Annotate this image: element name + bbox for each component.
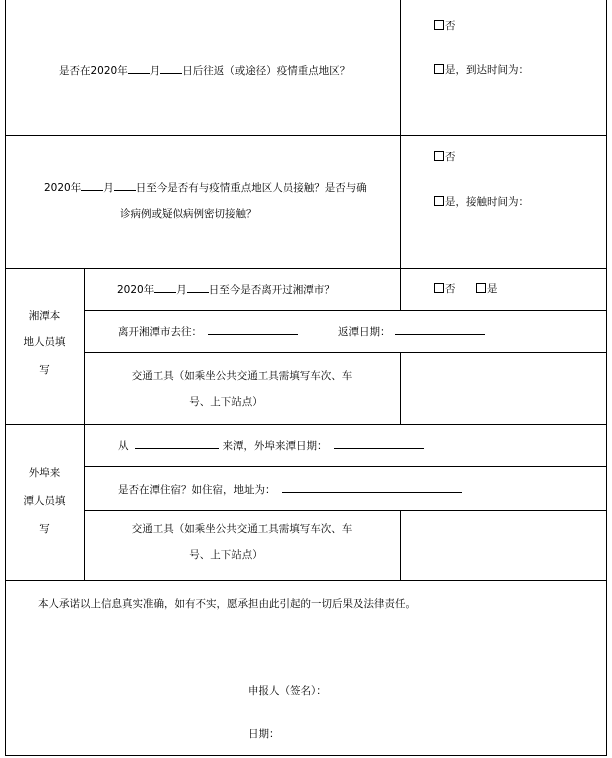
row-divider <box>84 466 607 467</box>
answer-column-divider <box>400 510 401 580</box>
label-line: 写 <box>39 364 50 376</box>
question-arrival <box>118 438 424 453</box>
row-divider <box>5 580 607 581</box>
row-divider <box>5 424 607 425</box>
option-yes[interactable] <box>434 195 529 209</box>
question-text: 2020年 <box>44 182 82 194</box>
day-blank[interactable] <box>114 180 136 191</box>
option-label: 是 <box>487 283 498 295</box>
option-yes[interactable] <box>476 282 498 296</box>
answer-column-divider <box>400 352 401 424</box>
destination-field[interactable] <box>208 324 298 335</box>
question-transport-outside <box>84 522 400 562</box>
question-text: 2020年 <box>117 284 155 296</box>
checkbox[interactable] <box>434 283 444 293</box>
question-return-date <box>338 324 485 339</box>
signature-label: 申报人（签名）： <box>248 685 327 697</box>
section-label-local <box>5 309 84 377</box>
date-label: 日期： <box>248 728 280 740</box>
origin-field[interactable] <box>135 438 219 449</box>
question-text: 是否在2020年 <box>59 65 128 77</box>
label-line: 湘潭本 <box>28 310 61 322</box>
table-border-bottom <box>5 755 607 756</box>
option-label: 是，接触时间为： <box>445 196 529 208</box>
question-transport-local <box>84 369 400 409</box>
question-text: 交通工具（如乘坐公共交通工具需填写车次、车 <box>131 523 353 535</box>
option-no[interactable] <box>434 282 456 296</box>
month-blank[interactable] <box>154 282 176 293</box>
question-text: 月 <box>149 65 161 77</box>
question-text: 交通工具（如乘坐公共交通工具需填写车次、车 <box>131 370 353 382</box>
row-divider <box>5 135 607 136</box>
option-label: 是，到达时间为： <box>445 64 529 76</box>
row-divider <box>84 310 607 311</box>
answer-column-divider <box>400 0 401 310</box>
label-line: 地人员填 <box>23 336 66 348</box>
question-text: 来潭，外埠来潭日期： <box>222 440 328 452</box>
pledge-text: 本人承诺以上信息真实准确，如有不实，愿承担由此引起的一切后果及法律责任。 <box>38 598 416 610</box>
option-yes[interactable] <box>434 63 529 77</box>
option-no[interactable] <box>434 19 456 33</box>
option-no[interactable] <box>434 150 456 164</box>
question-text: 号、上下站点） <box>189 549 263 561</box>
question-text: 从 <box>118 440 129 452</box>
day-blank[interactable] <box>187 282 209 293</box>
month-blank[interactable] <box>81 180 103 191</box>
question-text: 离开湘潭市去往： <box>118 326 202 338</box>
table-border-right <box>606 0 607 755</box>
address-field[interactable] <box>282 482 462 493</box>
question-text: 是否在潭住宿？如住宿，地址为： <box>118 484 276 496</box>
checkbox[interactable] <box>434 64 444 74</box>
option-label: 否 <box>445 283 456 295</box>
checkbox[interactable] <box>434 151 444 161</box>
question-contact-line1 <box>44 180 367 195</box>
question-left-xiangtan <box>117 282 335 297</box>
section-label-outside <box>5 466 84 536</box>
arrival-date-field[interactable] <box>334 438 424 449</box>
label-line: 外埠来 <box>28 467 61 479</box>
question-contact-line2: 诊病例或疑似病例密切接触？ <box>120 208 257 220</box>
question-text: 号、上下站点） <box>189 396 263 408</box>
option-label: 否 <box>445 20 456 32</box>
table-border-left <box>5 0 6 755</box>
question-text: 日至今是否有与疫情重点地区人员接触？是否与确 <box>135 182 367 194</box>
question-text: 月 <box>176 284 187 296</box>
question-travel-key-area <box>59 63 350 78</box>
label-line: 潭人员填 <box>23 495 66 507</box>
row-divider <box>84 352 607 353</box>
day-blank[interactable] <box>160 63 182 74</box>
row-divider <box>5 268 607 269</box>
checkbox[interactable] <box>476 283 486 293</box>
question-accommodation <box>118 482 462 497</box>
question-text: 月 <box>103 182 114 194</box>
question-text: 返潭日期： <box>338 326 391 338</box>
option-label: 否 <box>445 151 456 163</box>
row-divider <box>84 510 607 511</box>
question-text: 日后往返（或途径）疫情重点地区？ <box>182 65 351 77</box>
question-text: 日至今是否离开过湘潭市？ <box>208 284 335 296</box>
label-line: 写 <box>39 523 50 535</box>
checkbox[interactable] <box>434 20 444 30</box>
year-month-blank[interactable] <box>128 63 150 74</box>
checkbox[interactable] <box>434 196 444 206</box>
question-destination <box>118 324 298 339</box>
return-date-field[interactable] <box>395 324 485 335</box>
